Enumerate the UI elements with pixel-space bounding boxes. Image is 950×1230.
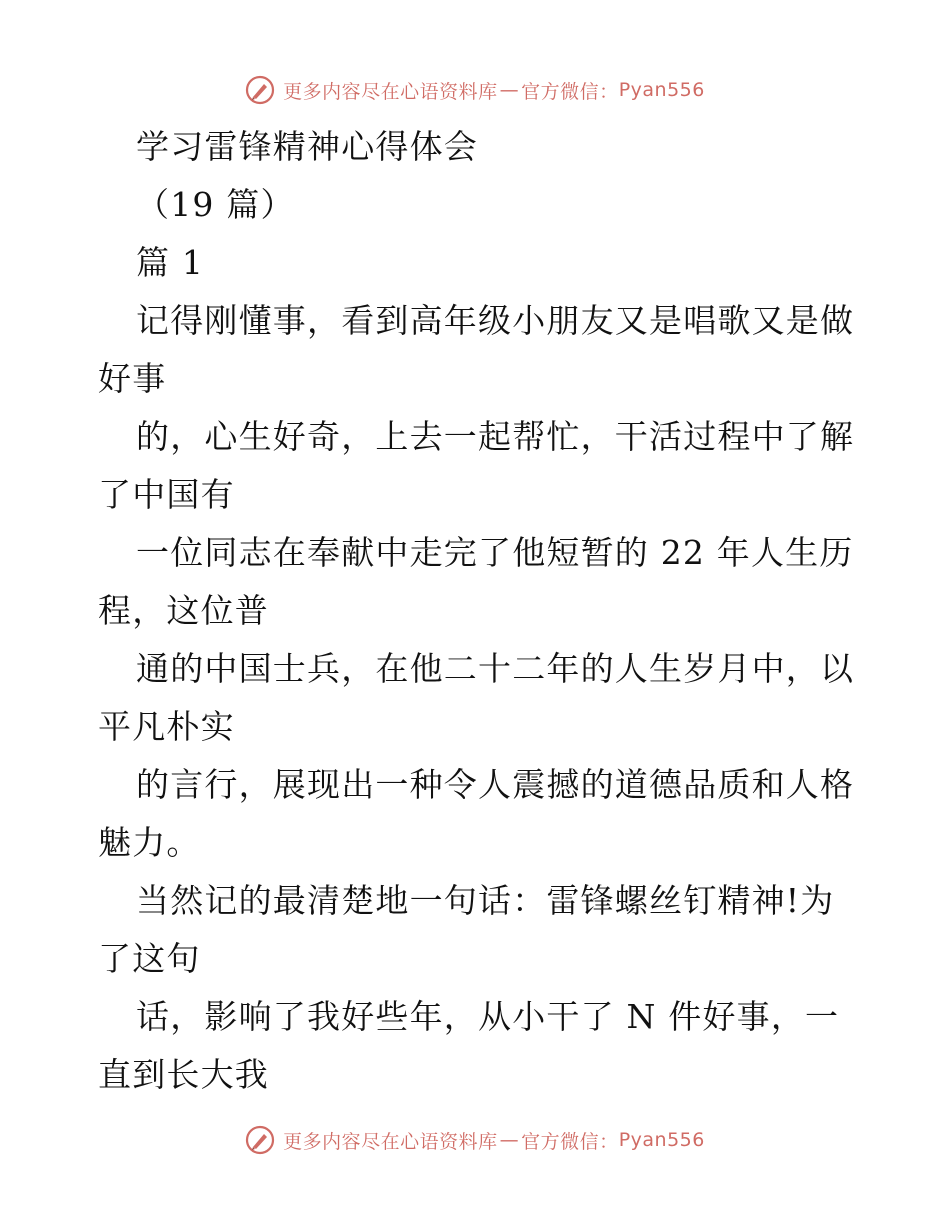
text-line: 程，这位普 — [98, 591, 269, 630]
document-title: 学习雷锋精神心得体会 — [136, 127, 478, 166]
text-line: 魅力。 — [98, 823, 201, 862]
pen-logo-icon — [245, 1125, 275, 1155]
watermark-text: 更多内容尽在心语资料库 — [283, 1130, 498, 1153]
watermark-handle: Pyan556 — [618, 1129, 705, 1151]
watermark-separator: — — [499, 79, 520, 101]
text-line: 篇 1 — [136, 243, 205, 282]
text-line: 好事 — [98, 359, 167, 398]
text-line: 一位同志在奉献中走完了他短暂的 22 年人生历 — [136, 533, 854, 572]
watermark-text: 更多内容尽在心语资料库 — [283, 80, 498, 103]
watermark-handle: Pyan556 — [618, 79, 705, 101]
footer-watermark — [0, 1120, 950, 1160]
document-body — [98, 118, 858, 1104]
text-line: 通的中国士兵，在他二十二年的人生岁月中，以 — [136, 649, 855, 688]
text-line: 了中国有 — [98, 475, 235, 514]
text-line: 话，影响了我好些年，从小干了 N 件好事，一 — [136, 997, 840, 1036]
watermark-suffix: 官方微信： — [521, 1130, 619, 1153]
text-line: 当然记的最清楚地一句话：雷锋螺丝钉精神!为 — [136, 881, 835, 920]
pen-logo-icon — [245, 75, 275, 105]
text-line: 了这句 — [98, 939, 201, 978]
text-line: 的言行，展现出一种令人震撼的道德品质和人格 — [136, 765, 855, 804]
text-line: 记得刚懂事，看到高年级小朋友又是唱歌又是做 — [136, 301, 855, 340]
text-line: 直到长大我 — [98, 1055, 269, 1094]
text-line: 的，心生好奇，上去一起帮忙，干活过程中了解 — [136, 417, 855, 456]
watermark-separator: — — [499, 1129, 520, 1151]
watermark-suffix: 官方微信： — [521, 80, 619, 103]
text-line: （19 篇） — [136, 185, 295, 224]
header-watermark — [0, 70, 950, 110]
text-line: 平凡朴实 — [98, 707, 235, 746]
